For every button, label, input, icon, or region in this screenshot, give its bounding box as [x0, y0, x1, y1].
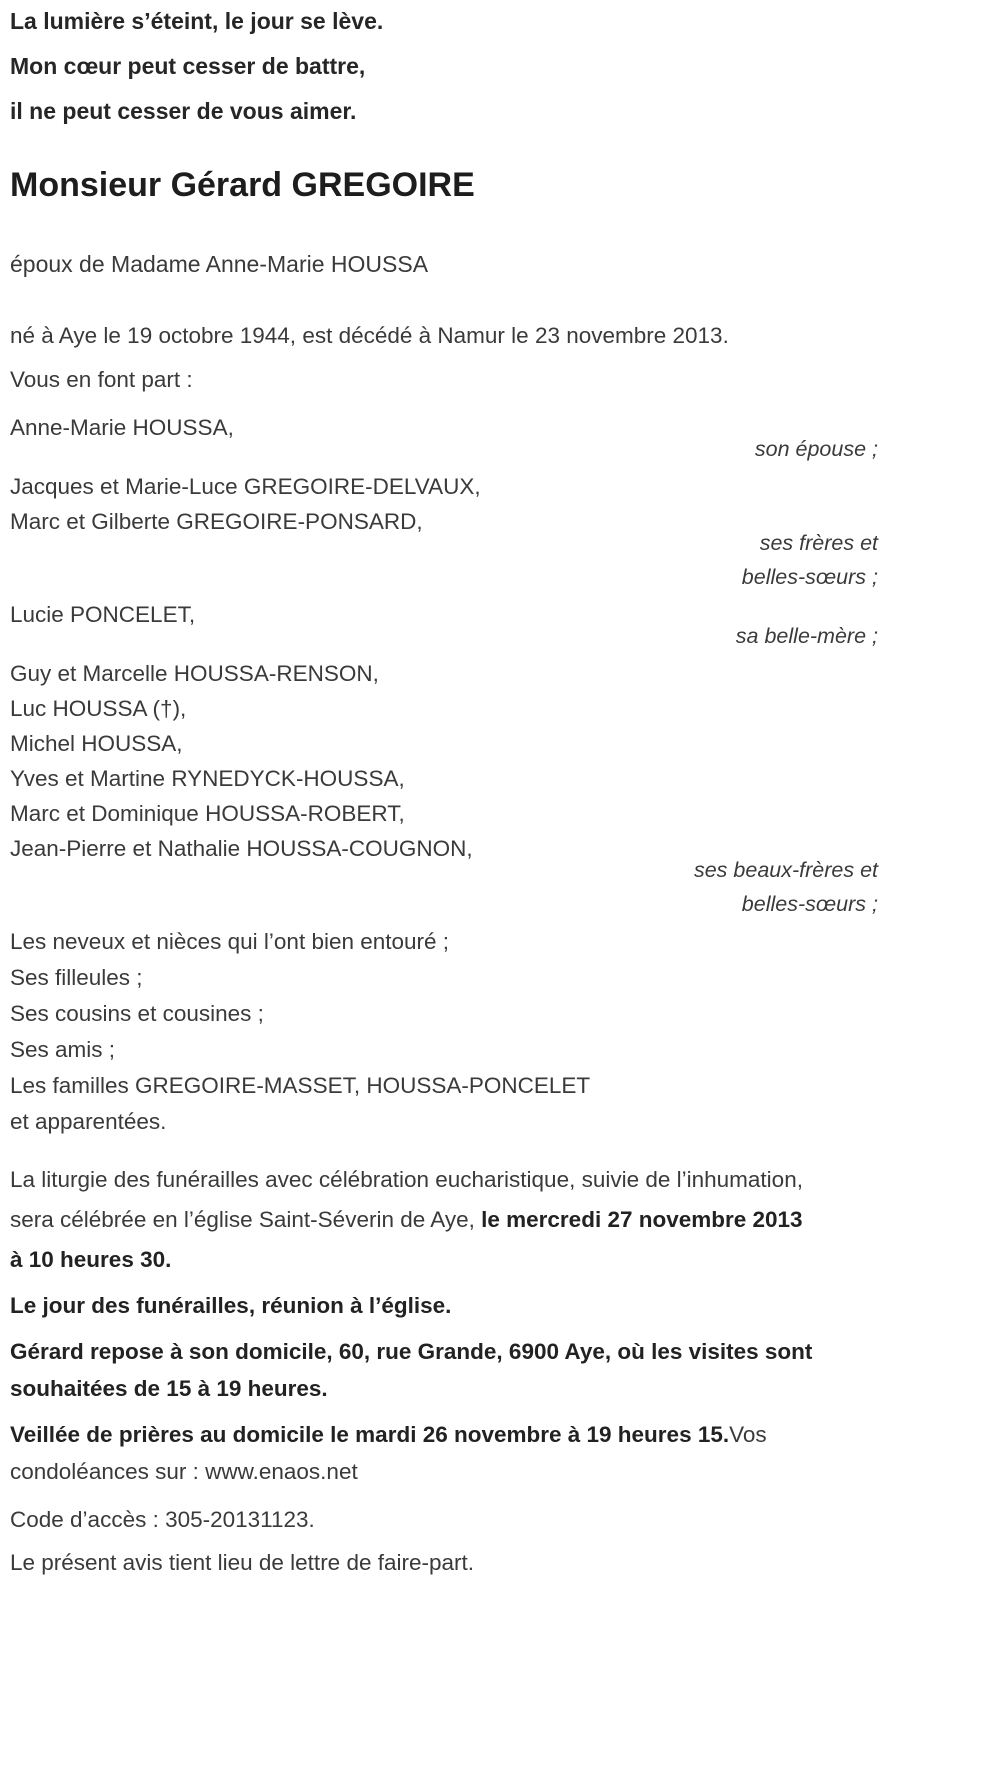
- mourner-group-brothers: [10, 469, 878, 594]
- ceremony-datetime: le mercredi 27 novembre 2013 à 10 heures 30.: [10, 1207, 803, 1272]
- legal-notice-line: Le présent avis tient lieu de lettre de faire-part.: [10, 1550, 475, 1575]
- spouse-line: époux de Madame Anne-Marie HOUSSA: [10, 251, 429, 277]
- deceased-name-title: Monsieur Gérard GREGOIRE: [10, 166, 475, 204]
- mourner-name: Yves et Martine RYNEDYCK-HOUSSA,: [10, 766, 405, 791]
- vigil-text: Veillée de prières au domicile le mardi 26 novembre à 19 heures 15.: [10, 1422, 730, 1447]
- mourner-name: Marc et Gilberte GREGOIRE-PONSARD,: [10, 509, 423, 534]
- repose-line: Gérard repose à son domicile, 60, rue Grande, 6900 Aye, où les visites sont souhaitées de 15 à 19 heures.: [10, 1339, 813, 1401]
- other-mourners-line: et apparentées.: [10, 1109, 167, 1134]
- access-code-line: Code d’accès : 305-20131123.: [10, 1507, 315, 1532]
- other-mourners-line: Ses cousins et cousines ;: [10, 1001, 264, 1026]
- mourner-name: Anne-Marie HOUSSA,: [10, 415, 234, 440]
- mourner-group-mother-in-law: [10, 597, 878, 653]
- funeral-ceremony-paragraph: [10, 1160, 815, 1280]
- relation-line: sa belle-mère ;: [735, 624, 878, 648]
- mourner-name: Jean-Pierre et Nathalie HOUSSA-COUGNON,: [10, 836, 473, 861]
- relation-line: belles-sœurs ;: [741, 565, 878, 589]
- epigraph-line-2: Mon cœur peut cesser de battre,: [10, 53, 366, 79]
- mourner-name: Jacques et Marie-Luce GREGOIRE-DELVAUX,: [10, 474, 481, 499]
- relation-line: son épouse ;: [754, 437, 878, 461]
- other-mourners-line: Ses amis ;: [10, 1037, 116, 1062]
- mourner-group-in-laws: [10, 656, 878, 921]
- mourner-name: Guy et Marcelle HOUSSA-RENSON,: [10, 661, 379, 686]
- mourners-list: [10, 410, 878, 1140]
- other-mourners-line: Ses filleules ;: [10, 965, 143, 990]
- vigil-paragraph: [10, 1416, 810, 1490]
- mourner-name: Lucie PONCELET,: [10, 602, 196, 627]
- other-mourners-line: Les neveux et nièces qui l’ont bien entouré ;: [10, 929, 450, 954]
- condolences-text: Vos condoléances sur : www.enaos.net: [10, 1422, 767, 1484]
- mourner-group-spouse: [10, 410, 878, 466]
- epigraph: [10, 8, 990, 124]
- epigraph-line-1: La lumière s’éteint, le jour se lève.: [10, 8, 384, 34]
- mourner-name: Luc HOUSSA (†),: [10, 696, 187, 721]
- meeting-line: Le jour des funérailles, réunion à l’église.: [10, 1293, 452, 1318]
- epigraph-line-3: il ne peut cesser de vous aimer.: [10, 98, 357, 124]
- relation-line: ses frères et: [759, 531, 878, 555]
- mourner-name: Marc et Dominique HOUSSA-ROBERT,: [10, 801, 405, 826]
- birth-death-line: né à Aye le 19 octobre 1944, est décédé à Namur le 23 novembre 2013.: [10, 323, 729, 348]
- other-mourners-line: Les familles GREGOIRE-MASSET, HOUSSA-PONCELET: [10, 1073, 591, 1098]
- other-mourners: [10, 924, 878, 1140]
- ceremony-text: La liturgie des funérailles avec célébration eucharistique, suivie de l’inhumation, sera célébrée en l’église Saint-Séverin de Aye,: [10, 1167, 803, 1232]
- announcement-line: Vous en font part :: [10, 367, 193, 392]
- relation-line: ses beaux-frères et: [693, 858, 878, 882]
- mourner-name: Michel HOUSSA,: [10, 731, 183, 756]
- relation-line: belles-sœurs ;: [741, 892, 878, 916]
